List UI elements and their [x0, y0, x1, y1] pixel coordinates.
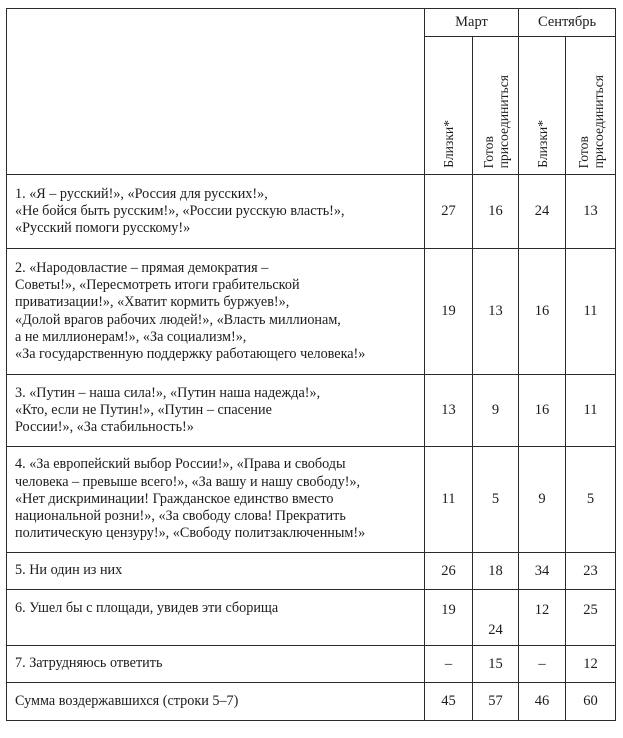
value-march-close: 26	[425, 553, 473, 590]
value-september-close: 34	[519, 553, 566, 590]
header-september-close	[519, 37, 566, 175]
value-march-ready: 13	[473, 249, 519, 375]
row-label	[7, 553, 425, 590]
header-march-ready	[473, 37, 519, 175]
value-september-close: 9	[519, 447, 566, 553]
value-march-close: 19	[425, 590, 473, 646]
value-march-close: 13	[425, 375, 473, 447]
value-march-close: 45	[425, 683, 473, 721]
value-march-ready: 9	[473, 375, 519, 447]
value-march-close: 27	[425, 175, 473, 249]
row-label-text: 3. «Путин – наша сила!», «Путин наша надежда!», «Кто, если не Путин!», «Путин – спасение России!», «За стабильность!»	[15, 384, 321, 436]
value-september-ready: 23	[566, 553, 616, 590]
value-march-close: –	[425, 646, 473, 683]
header-september-ready	[566, 37, 616, 175]
value-september-ready: 60	[566, 683, 616, 721]
row-label	[7, 646, 425, 683]
row-label	[7, 375, 425, 447]
value-september-ready: 11	[566, 249, 616, 375]
row-label	[7, 175, 425, 249]
value-september-close: 46	[519, 683, 566, 721]
value-march-ready: 15	[473, 646, 519, 683]
row-label-text: Сумма воздержавшихся (строки 5–7)	[15, 692, 239, 709]
header-ready-label: Готов присоединиться	[480, 74, 511, 168]
value-march-close: 19	[425, 249, 473, 375]
value-march-ready: 16	[473, 175, 519, 249]
value-march-ready: 18	[473, 553, 519, 590]
value-september-close: 16	[519, 375, 566, 447]
table-row	[7, 447, 616, 553]
value-september-close: –	[519, 646, 566, 683]
value-september-ready: 12	[566, 646, 616, 683]
table-row	[7, 249, 616, 375]
table-row	[7, 175, 616, 249]
value-september-close: 24	[519, 175, 566, 249]
header-close-label: Близки*	[534, 120, 550, 168]
table-row	[7, 646, 616, 683]
value-march-ready: 57	[473, 683, 519, 721]
row-label-text: 7. Затрудняюсь ответить	[15, 655, 163, 672]
header-ready-label: Готов присоединиться	[575, 74, 606, 168]
value-march-ready: 24	[473, 590, 519, 646]
row-label	[7, 683, 425, 721]
row-label	[7, 447, 425, 553]
survey-table	[6, 8, 616, 721]
value-september-close: 16	[519, 249, 566, 375]
header-corner-cell	[7, 9, 425, 175]
value-september-ready: 13	[566, 175, 616, 249]
value-september-ready: 25	[566, 590, 616, 646]
header-september: Сентябрь	[519, 9, 616, 37]
value-september-ready: 5	[566, 447, 616, 553]
header-march-close	[425, 37, 473, 175]
row-label	[7, 590, 425, 646]
header-close-label: Близки*	[441, 120, 456, 168]
value-march-close: 11	[425, 447, 473, 553]
row-label-text: 6. Ушел бы с площади, увидев эти сборища	[15, 600, 279, 616]
header-row-months	[7, 9, 616, 37]
table-row	[7, 375, 616, 447]
table-row	[7, 553, 616, 590]
table-row-total	[7, 683, 616, 721]
row-label	[7, 249, 425, 375]
value-september-close: 12	[519, 590, 566, 646]
row-label-text: 5. Ни один из них	[15, 562, 123, 579]
row-label-text: 2. «Народовластие – прямая демократия – Советы!», «Пересмотреть итоги грабительской приватизации!», «Хватит кормить буржуев!», «Долой врагов рабочих людей!», «Власть миллионам, а не миллионерам!», «За социализм!», «За государственную поддержку работающего человека!»	[15, 259, 366, 362]
value-march-ready: 5	[473, 447, 519, 553]
header-march: Март	[425, 9, 519, 37]
value-september-ready: 11	[566, 375, 616, 447]
table-row	[7, 590, 616, 646]
row-label-text: 1. «Я – русский!», «Россия для русских!», «Не бойся быть русским!», «России русскую власть!», «Русский помоги русскому!»	[15, 185, 345, 237]
row-label-text: 4. «За европейский выбор России!», «Права и свободы человека – превыше всего!», «За вашу и нашу свободу!», «Нет дискриминации! Гражданское единство вместо национальной розни!», «За свободу слова! Прекратить политическую цензуру!», «Свободу политзаключенным!»	[15, 456, 366, 542]
